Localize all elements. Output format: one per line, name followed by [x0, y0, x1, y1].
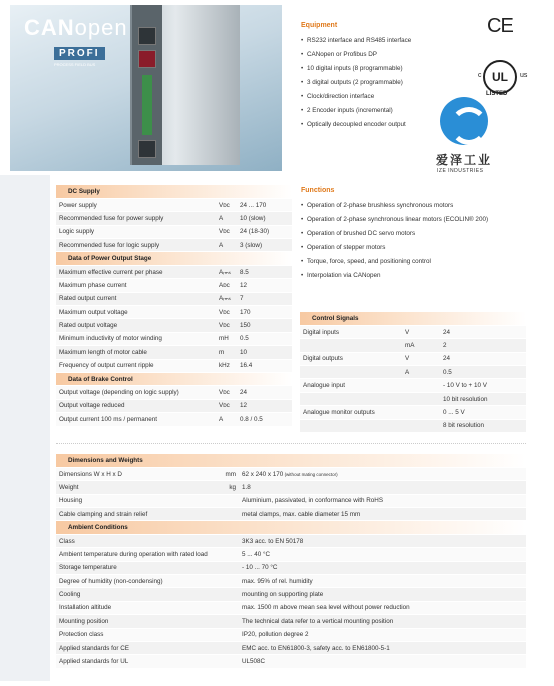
table-row	[56, 494, 526, 507]
ce-mark: CE	[487, 15, 513, 37]
equipment-title: Equipment	[301, 22, 338, 29]
row-label: Dimensions W x H x D	[56, 467, 216, 480]
row-label: Recommended fuse for logic supply	[56, 239, 216, 252]
row-unit	[216, 534, 239, 547]
row-value	[239, 615, 526, 628]
row-value: 24	[237, 386, 292, 399]
row-unit	[216, 508, 239, 521]
row-value: 16.4	[237, 359, 292, 372]
equipment-item: • CANopen or Profibus DP	[301, 48, 411, 62]
table-section-header: Data of Brake Control	[56, 372, 292, 385]
equipment-item: • 3 digital outputs (2 programmable)	[301, 76, 411, 90]
row-label: Output current 100 ms / permanent	[56, 413, 216, 426]
row-value-text: EMC acc. to EN61800-3, safety acc. to EN61800-5-1	[242, 644, 390, 652]
row-value: 8.5	[237, 265, 292, 278]
table-row	[300, 406, 526, 419]
row-label: Installation altitude	[56, 601, 216, 614]
table-row	[300, 366, 526, 379]
equipment-item: • 2 Encoder inputs (incremental)	[301, 104, 411, 118]
table-row	[56, 292, 292, 305]
row-unit: Vᴅᴄ	[216, 306, 237, 319]
row-value: 7	[237, 292, 292, 305]
row-value: 24	[440, 325, 526, 338]
row-value-text: Aluminium, passivated, in conformance with RoHS	[242, 497, 384, 505]
row-value: 8 bit resolution	[440, 419, 526, 432]
row-unit: Aᵣₘₛ	[216, 265, 237, 278]
row-value-text: IP20, pollution degree 2	[242, 631, 309, 639]
ul-c-label: c	[478, 72, 482, 79]
row-label: Analogue input	[300, 379, 402, 392]
row-unit: Aᵣₘₛ	[216, 292, 237, 305]
row-unit: A	[216, 212, 237, 225]
row-value-text: 1.8	[242, 483, 251, 491]
row-label: Storage temperature	[56, 561, 216, 574]
row-unit	[402, 392, 440, 405]
row-unit: Aᴅᴄ	[216, 279, 237, 292]
row-unit: Vᴅᴄ	[216, 399, 237, 412]
row-value	[239, 655, 526, 668]
row-label	[300, 392, 402, 405]
section-divider	[56, 443, 526, 444]
row-label: Maximum phase current	[56, 279, 216, 292]
row-label: Frequency of output current ripple	[56, 359, 216, 372]
row-value	[239, 481, 526, 494]
row-unit: kg	[216, 481, 239, 494]
row-unit	[402, 419, 440, 432]
row-value	[239, 494, 526, 507]
row-unit: mH	[216, 332, 237, 345]
row-value-text: max. 95% of rel. humidity	[242, 577, 313, 585]
dc-supply-table	[56, 185, 292, 427]
table-row	[56, 548, 526, 561]
table-row	[56, 413, 292, 426]
row-value: 12	[237, 399, 292, 412]
equipment-item: • RS232 interface and RS485 interface	[301, 34, 411, 48]
row-unit: m	[216, 346, 237, 359]
row-label: Cable clamping and strain relief	[56, 508, 216, 521]
row-unit: mm	[216, 467, 239, 480]
row-label: Maximum length of motor cable	[56, 346, 216, 359]
row-value-text: max. 1500 m above mean sea level without power reduction	[242, 604, 410, 612]
table-row	[56, 212, 292, 225]
row-label: Output voltage (depending on logic supply)	[56, 386, 216, 399]
ul-listed-label: LISTED	[486, 91, 508, 97]
table-row	[56, 575, 526, 588]
row-value: 24 ... 170	[237, 198, 292, 211]
row-unit	[216, 548, 239, 561]
row-value-text: 5 ... 40 °C	[242, 550, 271, 558]
row-value	[239, 601, 526, 614]
table-section-header: Ambient Conditions	[56, 521, 526, 534]
row-value: 170	[237, 306, 292, 319]
table-row	[56, 319, 292, 332]
equipment-item: • Optically decoupled encoder output	[301, 118, 411, 132]
functions-title: Functions	[301, 187, 335, 194]
row-unit: A	[402, 366, 440, 379]
table-section-header: Data of Power Output Stage	[56, 252, 292, 265]
table-row	[300, 379, 526, 392]
row-unit	[216, 615, 239, 628]
row-value: 150	[237, 319, 292, 332]
table-row	[56, 508, 526, 521]
row-value	[239, 534, 526, 547]
row-unit: Vᴅᴄ	[216, 386, 237, 399]
company-name-cn: 爱泽工业	[436, 153, 493, 167]
product-image	[10, 5, 282, 171]
canopen-logo: CANopen	[24, 15, 128, 40]
row-value	[239, 561, 526, 574]
row-unit: A	[216, 413, 237, 426]
functions-item: • Interpolation via CANopen	[301, 269, 488, 283]
row-unit: Vᴅᴄ	[216, 319, 237, 332]
row-value	[239, 548, 526, 561]
row-unit: A	[216, 239, 237, 252]
functions-item: • Torque, force, speed, and positioning control	[301, 255, 488, 269]
row-value-text: 62 x 240 x 170	[242, 470, 284, 478]
row-label: Housing	[56, 494, 216, 507]
table-row	[56, 386, 292, 399]
row-label: Rated output voltage	[56, 319, 216, 332]
table-section-header: DC Supply	[56, 185, 292, 198]
row-label: Minimum inductivity of motor winding	[56, 332, 216, 345]
row-label: Logic supply	[56, 225, 216, 238]
row-unit: V	[402, 352, 440, 365]
table-row	[300, 392, 526, 405]
row-label: Digital inputs	[300, 325, 402, 338]
row-value-text: metal clamps, max. cable diameter 15 mm	[242, 510, 361, 518]
table-row	[300, 419, 526, 432]
row-unit	[216, 494, 239, 507]
row-value: 10 (slow)	[237, 212, 292, 225]
table-row	[56, 239, 292, 252]
row-label: Maximum effective current per phase	[56, 265, 216, 278]
row-value: 0.8 / 0.5	[237, 413, 292, 426]
row-label	[300, 419, 402, 432]
row-unit	[402, 379, 440, 392]
profibus-subtitle: PROCESS FIELD BUS	[54, 62, 96, 67]
functions-item: • Operation of brushed DC servo motors	[301, 227, 488, 241]
row-unit: Vᴅᴄ	[216, 198, 237, 211]
row-value-text: The technical data refer to a vertical mounting position	[242, 617, 394, 625]
ul-us-label: us	[520, 72, 528, 79]
row-unit	[216, 628, 239, 641]
row-value-note: (without mating connector)	[283, 471, 338, 477]
equipment-item: • 10 digital inputs (8 programmable)	[301, 62, 411, 76]
table-row	[56, 332, 292, 345]
row-value: 12	[237, 279, 292, 292]
table-row	[300, 325, 526, 338]
table-row	[56, 359, 292, 372]
row-unit	[216, 601, 239, 614]
equipment-list	[301, 34, 411, 132]
row-label: Applied standards for UL	[56, 655, 216, 668]
equipment-item: • Clock/direction interface	[301, 90, 411, 104]
profibus-logo: PROFI	[54, 47, 105, 60]
table-row	[56, 346, 292, 359]
row-unit: kHz	[216, 359, 237, 372]
row-label	[300, 339, 402, 352]
functions-list	[301, 199, 488, 283]
table-section-header: Dimensions and Weights	[56, 454, 526, 467]
table-row	[56, 306, 292, 319]
table-row	[56, 265, 292, 278]
table-row	[56, 628, 526, 641]
row-value: 2	[440, 339, 526, 352]
row-value: - 10 V to + 10 V	[440, 379, 526, 392]
table-row	[56, 481, 526, 494]
row-label	[300, 366, 402, 379]
row-value: 24 (18-30)	[237, 225, 292, 238]
table-row	[56, 399, 292, 412]
table-row	[56, 198, 292, 211]
row-unit	[216, 575, 239, 588]
row-unit	[216, 588, 239, 601]
row-label: Cooling	[56, 588, 216, 601]
control-signals-table	[300, 312, 526, 433]
functions-item: • Operation of stepper motors	[301, 241, 488, 255]
row-label: Digital outputs	[300, 352, 402, 365]
table-row	[300, 352, 526, 365]
row-label: Class	[56, 534, 216, 547]
row-unit	[402, 406, 440, 419]
dimensions-table	[56, 454, 526, 669]
table-row	[56, 279, 292, 292]
row-value: 10	[237, 346, 292, 359]
table-row	[56, 225, 292, 238]
ul-mark: UL	[483, 60, 517, 94]
row-value-text: UL508C	[242, 658, 266, 666]
table-row	[56, 588, 526, 601]
row-value	[239, 467, 526, 480]
row-label: Analogue monitor outputs	[300, 406, 402, 419]
row-unit	[216, 561, 239, 574]
table-row	[56, 641, 526, 654]
row-label: Recommended fuse for power supply	[56, 212, 216, 225]
row-value: 0.5	[440, 366, 526, 379]
row-value	[239, 641, 526, 654]
functions-item: • Operation of 2-phase synchronous linear motors (ECOLIN® 200)	[301, 213, 488, 227]
side-panel	[0, 175, 50, 681]
row-unit: V	[402, 325, 440, 338]
row-value: 0 ... 5 V	[440, 406, 526, 419]
row-unit: Vᴅᴄ	[216, 225, 237, 238]
table-row	[56, 655, 526, 668]
row-label: Weight	[56, 481, 216, 494]
row-value-text: 3K3 acc. to EN 50178	[242, 537, 304, 545]
row-value	[239, 575, 526, 588]
row-value	[239, 628, 526, 641]
row-label: Rated output current	[56, 292, 216, 305]
table-row	[56, 561, 526, 574]
row-label: Mounting position	[56, 615, 216, 628]
row-value: 24	[440, 352, 526, 365]
row-label: Ambient temperature during operation with rated load	[56, 548, 216, 561]
table-row	[56, 534, 526, 547]
ize-logo-icon	[440, 97, 488, 145]
row-value-text: mounting on supporting plate	[242, 591, 324, 599]
table-row	[300, 339, 526, 352]
row-unit	[216, 655, 239, 668]
row-value	[239, 588, 526, 601]
row-value-text: - 10 ... 70 °C	[242, 564, 278, 572]
row-value	[239, 508, 526, 521]
servo-drive-device	[130, 5, 240, 165]
row-label: Applied standards for CE	[56, 641, 216, 654]
functions-item: • Operation of 2-phase brushless synchronous motors	[301, 199, 488, 213]
table-section-header: Control Signals	[300, 312, 526, 325]
table-row	[56, 601, 526, 614]
row-label: Power supply	[56, 198, 216, 211]
table-row	[56, 467, 526, 480]
row-label: Output voltage reduced	[56, 399, 216, 412]
company-name-en: IZE INDUSTRIES	[437, 168, 484, 174]
row-label: Degree of humidity (non-condensing)	[56, 575, 216, 588]
table-row	[56, 615, 526, 628]
row-unit	[216, 641, 239, 654]
row-value: 3 (slow)	[237, 239, 292, 252]
row-label: Protection class	[56, 628, 216, 641]
row-unit: mA	[402, 339, 440, 352]
row-label: Maximum output voltage	[56, 306, 216, 319]
row-value: 0.5	[237, 332, 292, 345]
row-value: 10 bit resolution	[440, 392, 526, 405]
